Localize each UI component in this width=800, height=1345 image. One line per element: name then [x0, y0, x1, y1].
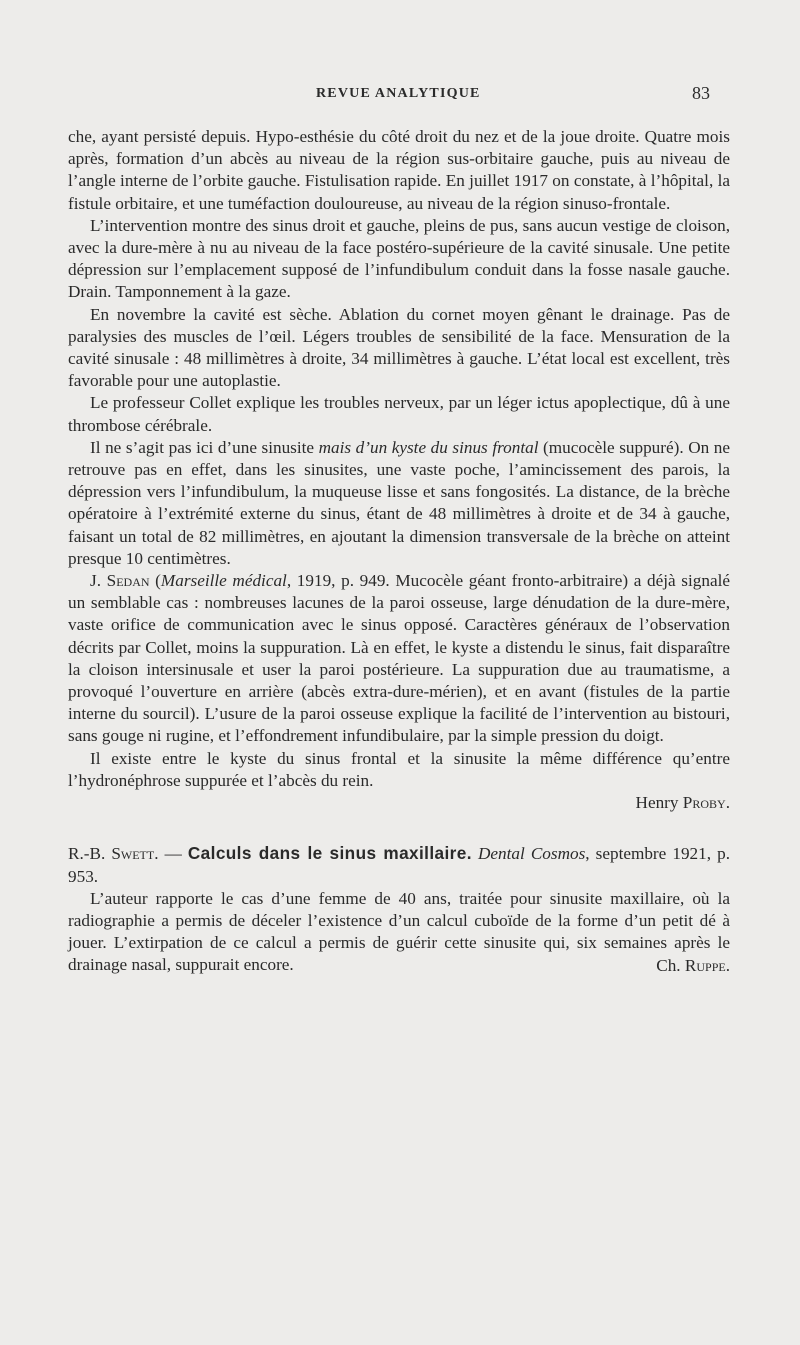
- paragraph-collet: Le professeur Collet explique les troubles nerveux, par un léger ictus apoplectique, dû à une thrombose cérébrale.: [68, 393, 730, 435]
- running-header: [0, 83, 800, 110]
- signature-first: Henry: [635, 793, 683, 813]
- sedan-initial: J.: [90, 571, 107, 591]
- paragraph-sedan: [68, 570, 730, 748]
- diagnosis-italic: mais d’un kyste du sinus frontal: [318, 437, 539, 457]
- paragraph-november: En novembre la cavité est sèche. Ablation du cornet moyen gênant le drainage. Pas de paralysies des muscles de l’œil. Légers troubles de sensibilité de la face. Mensuration de la cavité sinusale : 48 millimètres à droite, 34 millimètres à gauche. L’état local est excellent, très favorable pour une autoplastie.: [68, 304, 730, 391]
- review-author-name: Swett.: [111, 844, 159, 864]
- signature-proby: [68, 792, 730, 814]
- running-title: REVUE ANALYTIQUE: [316, 86, 481, 101]
- page-number: 83: [692, 83, 710, 103]
- paragraph-continued: che, ayant persisté depuis. Hypo-esthésie du côté droit du nez et de la joue droite. Quatre mois après, formation d’un abcès au niveau de la région sus-orbitaire gauche, puis au niveau de l’angle interne de l’orbite gauche. Fistulisation rapide. En juillet 1917 on constate, à l’hôpital, la fistule orbitaire, et une tuméfaction douloureuse, au niveau de la région sinuso-frontale.: [68, 127, 730, 213]
- sedan-journal: Marseille médical: [160, 571, 287, 591]
- paragraph-intervention: L’intervention montre des sinus droit et gauche, pleins de pus, sans aucun vestige de cloison, avec la dure-mère à nu au niveau de la face postéro-supérieure de la cavité sinusale. Une petite dépression sur l’emplacement supposé de l’infundibulum conduit dans la fosse nasale gauche. Drain. Tamponnement à la gaze.: [68, 215, 730, 302]
- review-author-initial: R.-B.: [68, 844, 112, 864]
- sedan-text: , 1919, p. 949. Mucocèle géant fronto-arbitraire) a déjà signalé un semblable cas : nombreuses lacunes de la paroi osseuse, large dénudation de la dure-mère, vaste orifice de communication avec le sinus opposé. Caractères généraux de l’observation décrits par Collet, moins la suppuration. Là en effet, le kyste a distendu le sinus, fait disparaître la cloison intersinusale et user la paroi postérieure. La suppuration due au traumatisme, a provoqué l’ouverture en arrière (abcès extra-dure-mérien), et en avant (fistules de la partie interne du sourcil). L’usure de la paroi osseuse explique la facilité de l’intervention au bistouri, sans gouge ni rugine, et l’effondrement infundibulaire, par la simple pression du doigt.: [68, 571, 730, 746]
- article-body: [68, 126, 730, 977]
- paragraph-conclusion: Il existe entre le kyste du sinus frontal et la sinusite la même différence qu’entre l’hydronéphrose suppurée et l’abcès du rein.: [68, 748, 730, 790]
- review-citation: , septembre 1921, p. 953.: [68, 844, 731, 886]
- review-dash: —: [158, 844, 188, 864]
- review-body: L’auteur rapporte le cas d’une femme de 40 ans, traitée pour sinusite maxillaire, où la radiographie a permis de déceler l’existence d’un calcul cuboïde de la forme d’un petit dé à jouer. L’extirpation de ce calcul a permis de guérir cette sinusite qui, six semaines après le drainage nasal, suppurait encore.: [68, 888, 730, 975]
- review-swett: [68, 842, 730, 976]
- sedan-open-paren: (: [149, 571, 161, 591]
- signature-last: Proby.: [682, 793, 730, 813]
- diagnosis-text-before: Il ne s’agit pas ici d’une sinusite: [90, 437, 319, 457]
- review-journal: Dental Cosmos: [477, 844, 586, 864]
- sedan-name: Sedan: [106, 571, 150, 591]
- review-title: Calculs dans le sinus maxillaire.: [187, 843, 472, 864]
- review-signature-last: Ruppe.: [684, 955, 730, 975]
- review-signature-first: Ch.: [656, 955, 685, 975]
- paragraph-diagnosis: [68, 437, 730, 570]
- diagnosis-text-after: (mucocèle suppuré). On ne retrouve pas en effet, dans les sinusites, une vaste poche, l’amincissement des parois, la dépression vers l’infundibulum, la muqueuse lisse et sans fongosités. La distance, de la brèche opératoire à l’extrémité externe du sinus, étant de 48 millimètres à droite et de 34 à gauche, faisant un total de 82 millimètres, en ajoutant la dimension transversale de la brèche on atteint presque 10 centimètres.: [68, 437, 730, 568]
- review-heading: [68, 842, 730, 887]
